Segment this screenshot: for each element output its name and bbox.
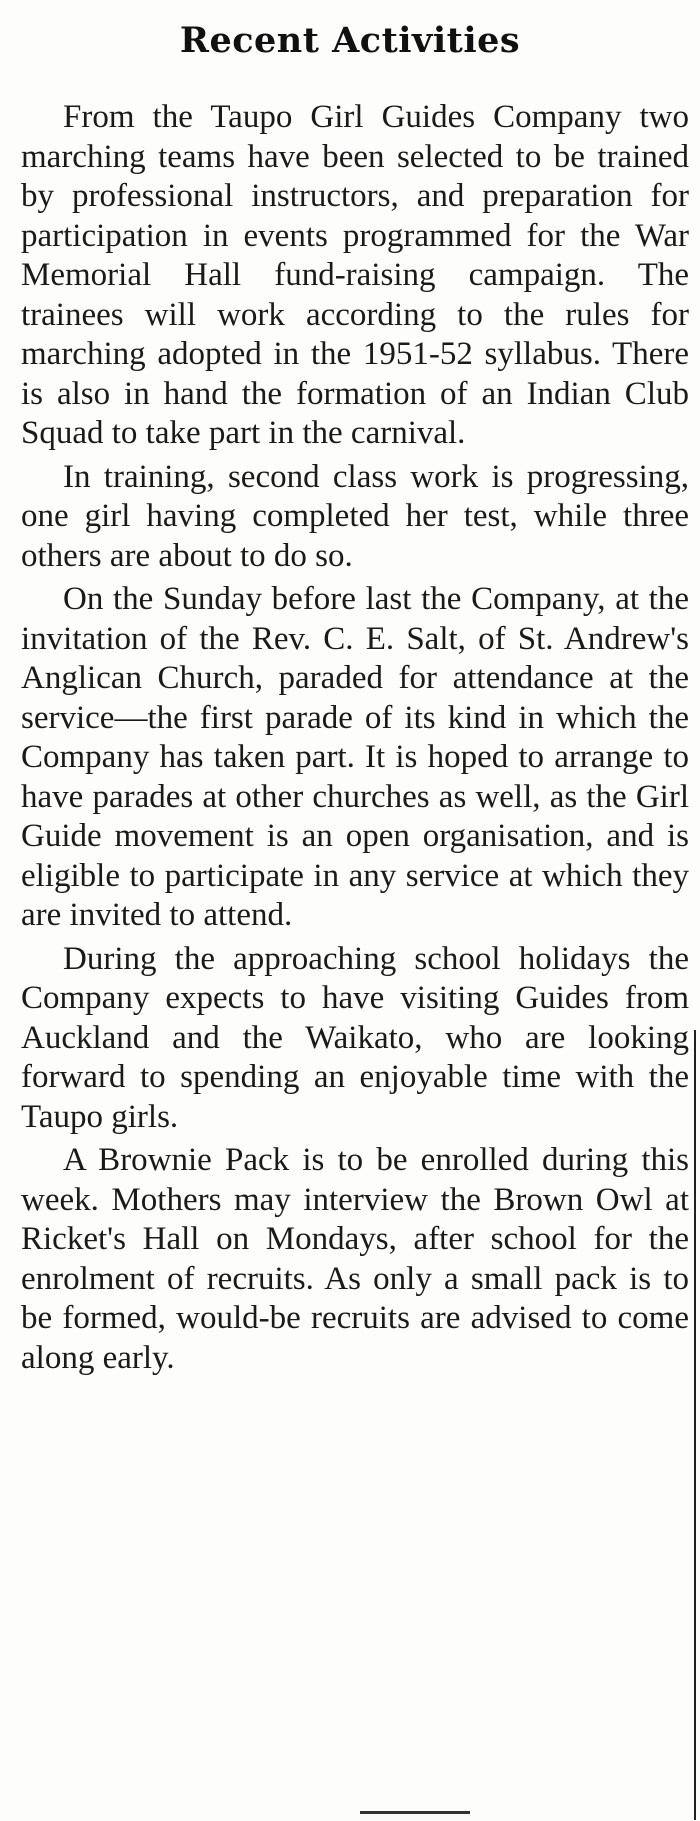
article-paragraph: In training, second class work is progressing, one girl having completed her test, while three others are about to do so. [21,458,689,574]
article-body [21,98,689,1382]
bottom-separator-rule [360,1811,470,1814]
article-paragraph: From the Taupo Girl Guides Company two marching teams have been selected to be trained by professional instructors, and preparation for participation in events programmed for the War Memorial Hall fund-raising campaign. The trainees will work according to the rules for marching adopted in the 1951-52 syllabus. There is also in hand the formation of an Indian Club Squad to take part in the carnival. [21,99,689,451]
column-divider-rule [694,1030,696,1820]
article-paragraph: On the Sunday before last the Company, at the invitation of the Rev. C. E. Salt, of St. Andrew's Anglican Church, paraded for attendance at the service—the first parade of its kind in which the Company has taken part. It is hoped to arrange to have parades at other churches as well, as the Girl Guide movement is an open organisation, and is eligible to participate in any service at which they are invited to attend. [21,581,689,933]
article-paragraph: During the approaching school holidays the Company expects to have visiting Guides from Auckland and the Waikato, who are looking forward to spending an enjoyable time with the Taupo girls. [21,940,689,1135]
article-paragraph: A Brownie Pack is to be enrolled during this week. Mothers may interview the Brown Owl at Ricket's Hall on Mondays, after school for the enrolment of recruits. As only a small pack is to be formed, would-be recruits are advised to come along early. [21,1142,689,1376]
article-headline: Recent Activities [179,20,521,61]
